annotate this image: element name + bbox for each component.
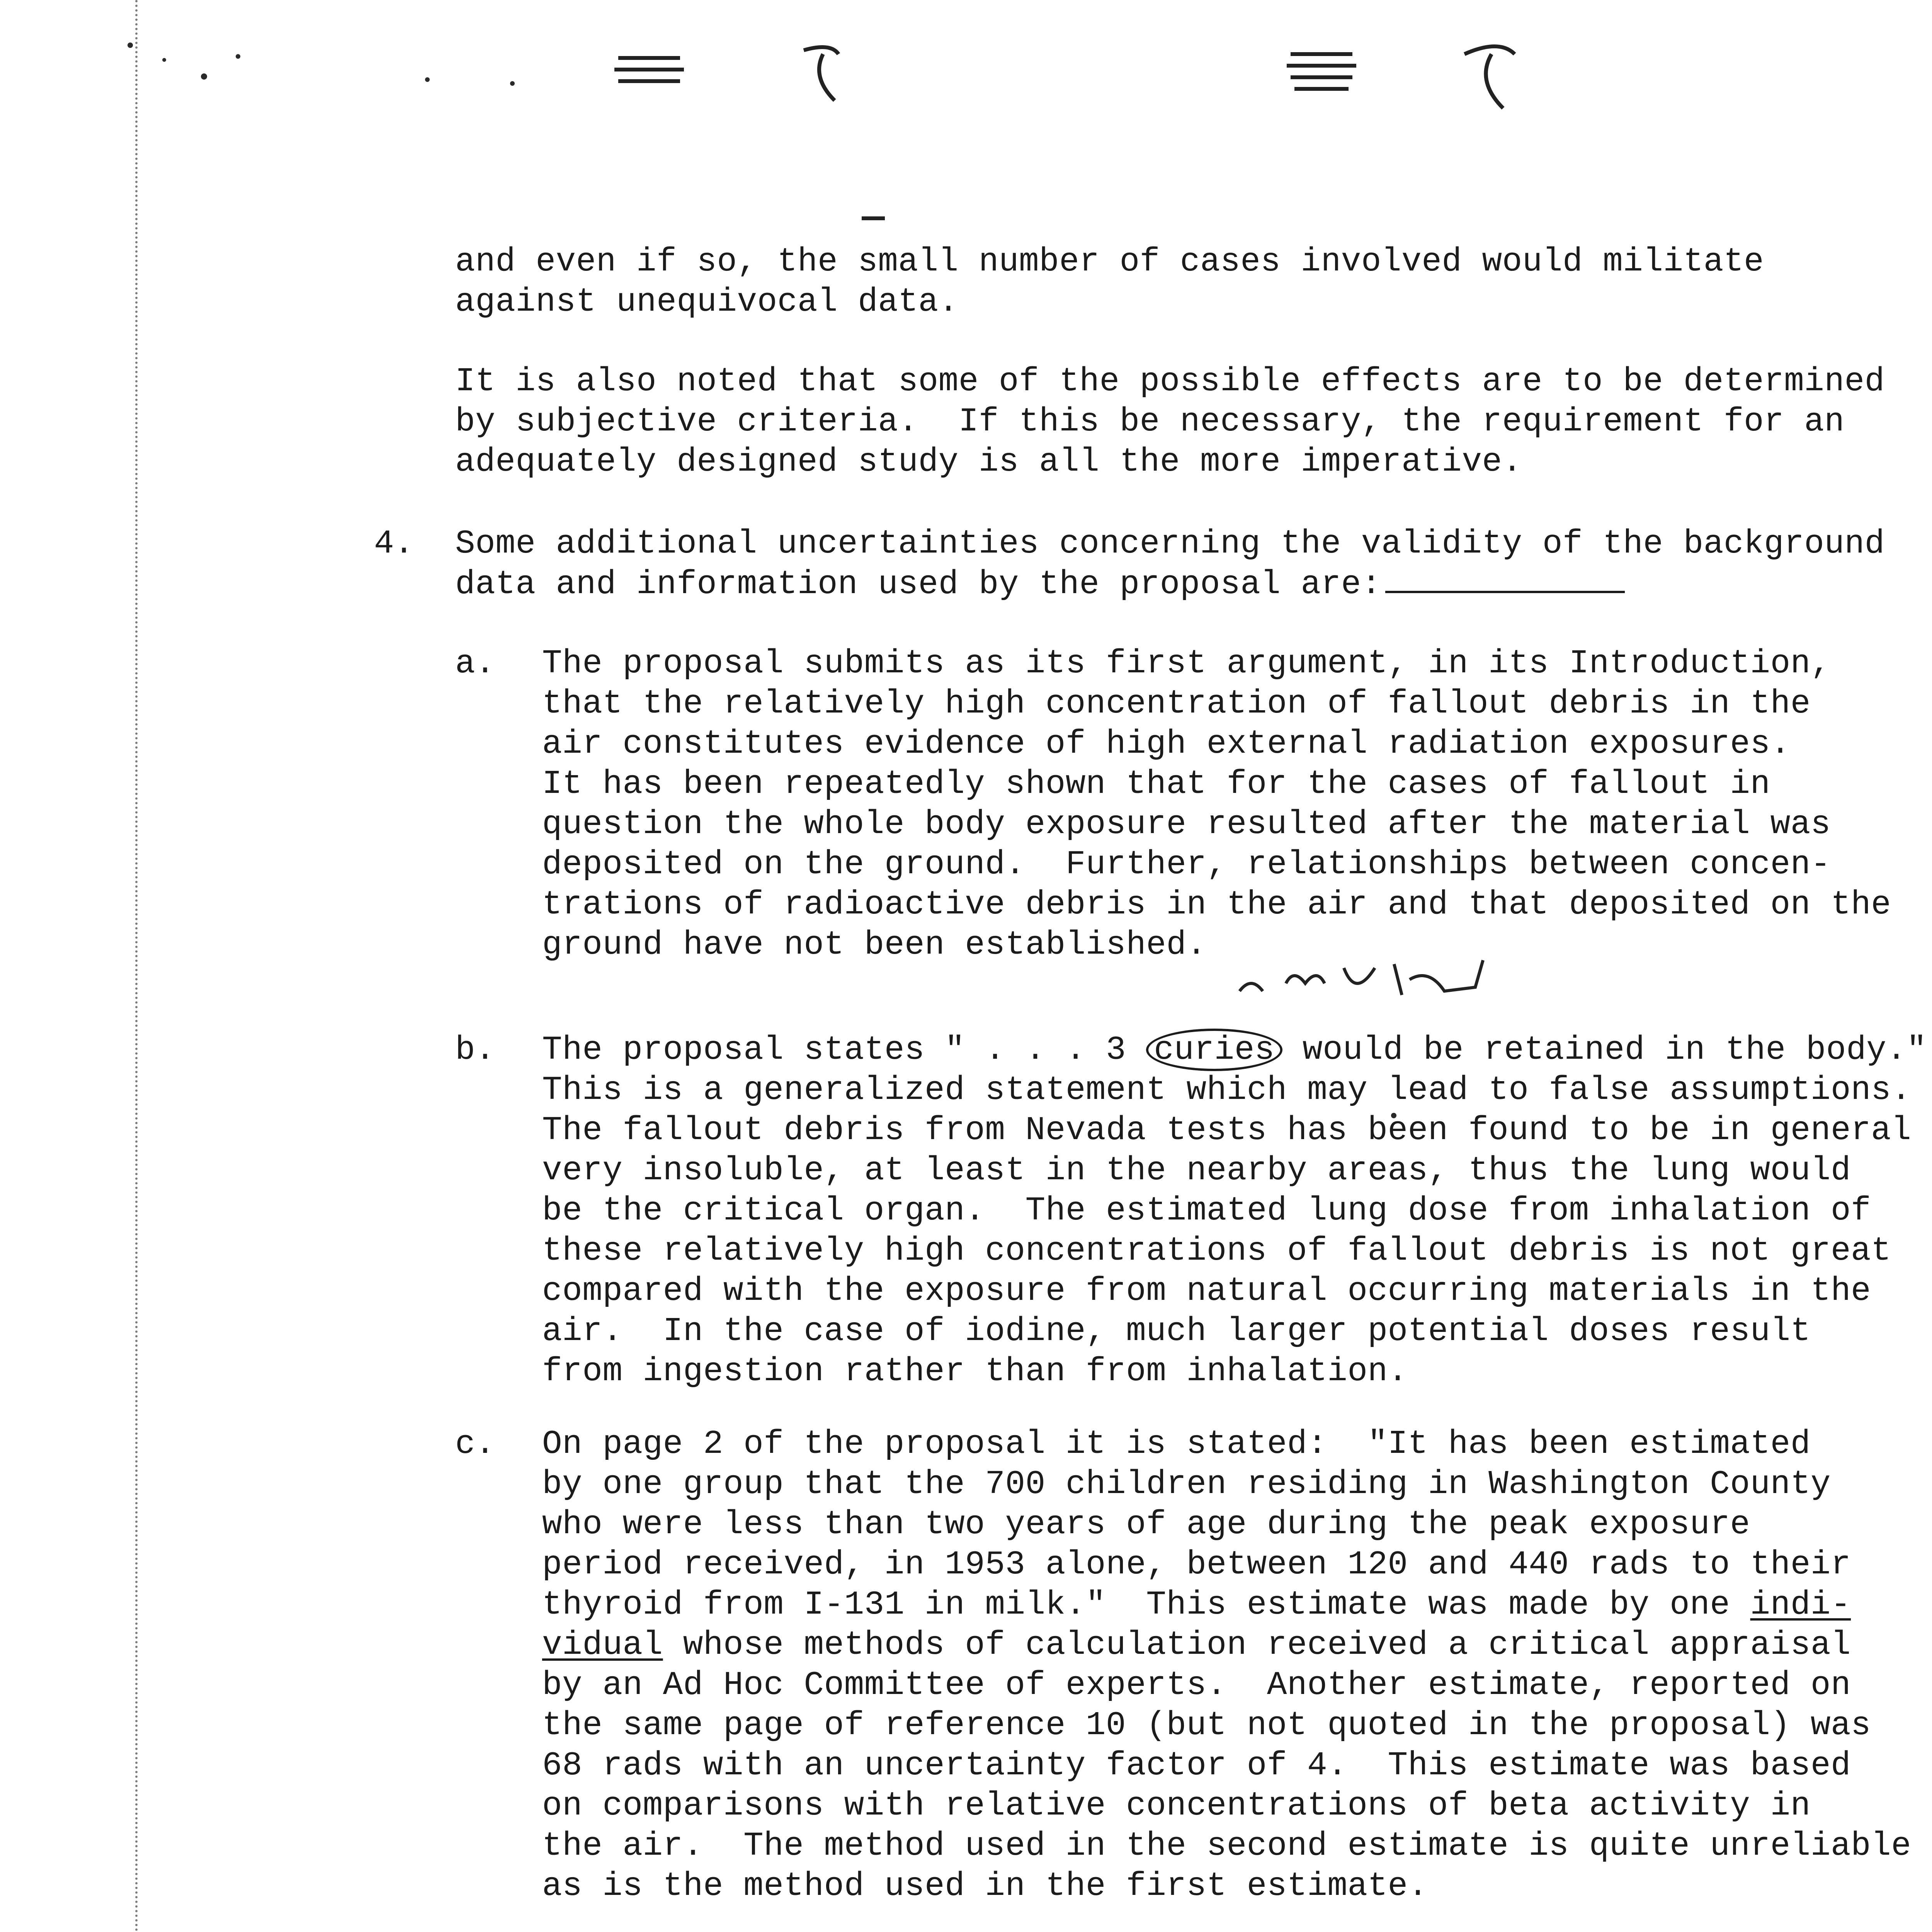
text-line: the same page of reference 10 (but not quoted in the proposal) was	[542, 1706, 1871, 1744]
text-line: and even if so, the small number of cases involved would militate	[455, 243, 1764, 281]
underlined-text: vidual	[542, 1626, 663, 1664]
binding-line	[135, 0, 138, 1932]
header-stamp-marks	[603, 31, 1530, 116]
item-label: b.	[455, 1031, 495, 1069]
text-line: air. In the case of iodine, much larger potential doses result	[542, 1312, 1811, 1350]
text-line: air constitutes evidence of high external radiation exposures.	[542, 725, 1791, 763]
top-dash	[862, 216, 885, 220]
text-line: It has been repeatedly shown that for the cases of fallout in	[542, 765, 1770, 803]
scan-speck	[162, 58, 166, 62]
scan-speck	[201, 73, 207, 80]
text-line: these relatively high concentrations of fallout debris is not great	[542, 1232, 1891, 1270]
text-line: deposited on the ground. Further, relationships between concen-	[542, 845, 1831, 883]
item-number: 4.	[374, 525, 414, 563]
text-line: 68 rads with an uncertainty factor of 4. This estimate was based	[542, 1747, 1851, 1784]
text-span: thyroid from I-131 in milk." This estimate was made by one	[542, 1586, 1750, 1624]
circled-word: curies	[1146, 1029, 1282, 1071]
text-line: Some additional uncertainties concerning the validity of the background	[455, 525, 1885, 563]
text-line: be the critical organ. The estimated lung dose from inhalation of	[542, 1192, 1871, 1230]
text-line: very insoluble, at least in the nearby areas, thus the lung would	[542, 1151, 1851, 1189]
scan-speck	[128, 43, 133, 48]
text-line: by subjective criteria. If this be necessary, the requirement for an	[455, 403, 1845, 440]
item-c-paragraph	[542, 1424, 1911, 1906]
handwritten-annotation	[1228, 945, 1498, 1014]
text-span: whose methods of calculation received a critical appraisal	[663, 1626, 1851, 1664]
text-line: that the relatively high concentration of fallout debris in the	[542, 685, 1811, 723]
item-4-paragraph	[455, 524, 1885, 604]
text-line: against unequivocal data.	[455, 283, 959, 321]
text-line: period received, in 1953 alone, between 120 and 440 rads to their	[542, 1546, 1851, 1583]
text-line: as is the method used in the first estimate.	[542, 1867, 1428, 1905]
subjective-criteria-paragraph	[455, 361, 1885, 482]
text-line: the air. The method used in the second estimate is quite unreliable	[542, 1827, 1912, 1865]
text-line: It is also noted that some of the possible effects are to be determined	[455, 362, 1885, 400]
text-span: The proposal states " . . . 3	[542, 1031, 1146, 1069]
continuation-paragraph	[455, 242, 1764, 322]
text-line: The fallout debris from Nevada tests has been found to be in general	[542, 1111, 1912, 1149]
text-line: adequately designed study is all the more imperative.	[455, 443, 1522, 481]
blank-line	[1385, 564, 1625, 593]
item-a-paragraph	[542, 643, 1891, 965]
text-line: on comparisons with relative concentrations of beta activity in	[542, 1787, 1811, 1825]
text-line: who were less than two years of age during the peak exposure	[542, 1505, 1750, 1543]
text-line: from ingestion rather than from inhalation.	[542, 1352, 1408, 1390]
text-line: This is a generalized statement which may lead to false assumptions.	[542, 1071, 1912, 1109]
item-b-paragraph	[542, 1030, 1927, 1391]
text-span: would be retained in the body."	[1282, 1031, 1927, 1069]
text-line: On page 2 of the proposal it is stated: "It has been estimated	[542, 1425, 1811, 1463]
underlined-text: indi-	[1750, 1586, 1851, 1624]
text-line: ground have not been established.	[542, 926, 1207, 964]
scan-speck	[425, 77, 430, 82]
scan-speck	[510, 81, 515, 86]
text-line: trations of radioactive debris in the air and that deposited on the	[542, 886, 1891, 923]
item-label: a.	[455, 645, 495, 682]
text-line: by an Ad Hoc Committee of experts. Another estimate, reported on	[542, 1666, 1851, 1704]
scan-speck	[236, 54, 240, 59]
text-line: The proposal submits as its first argument, in its Introduction,	[542, 645, 1831, 682]
text-line: compared with the exposure from natural occurring materials in the	[542, 1272, 1871, 1310]
text-line: by one group that the 700 children residing in Washington County	[542, 1465, 1831, 1503]
text-line: data and information used by the proposal are:	[455, 565, 1381, 603]
item-label: c.	[455, 1425, 495, 1463]
text-line: question the whole body exposure resulted after the material was	[542, 805, 1831, 843]
